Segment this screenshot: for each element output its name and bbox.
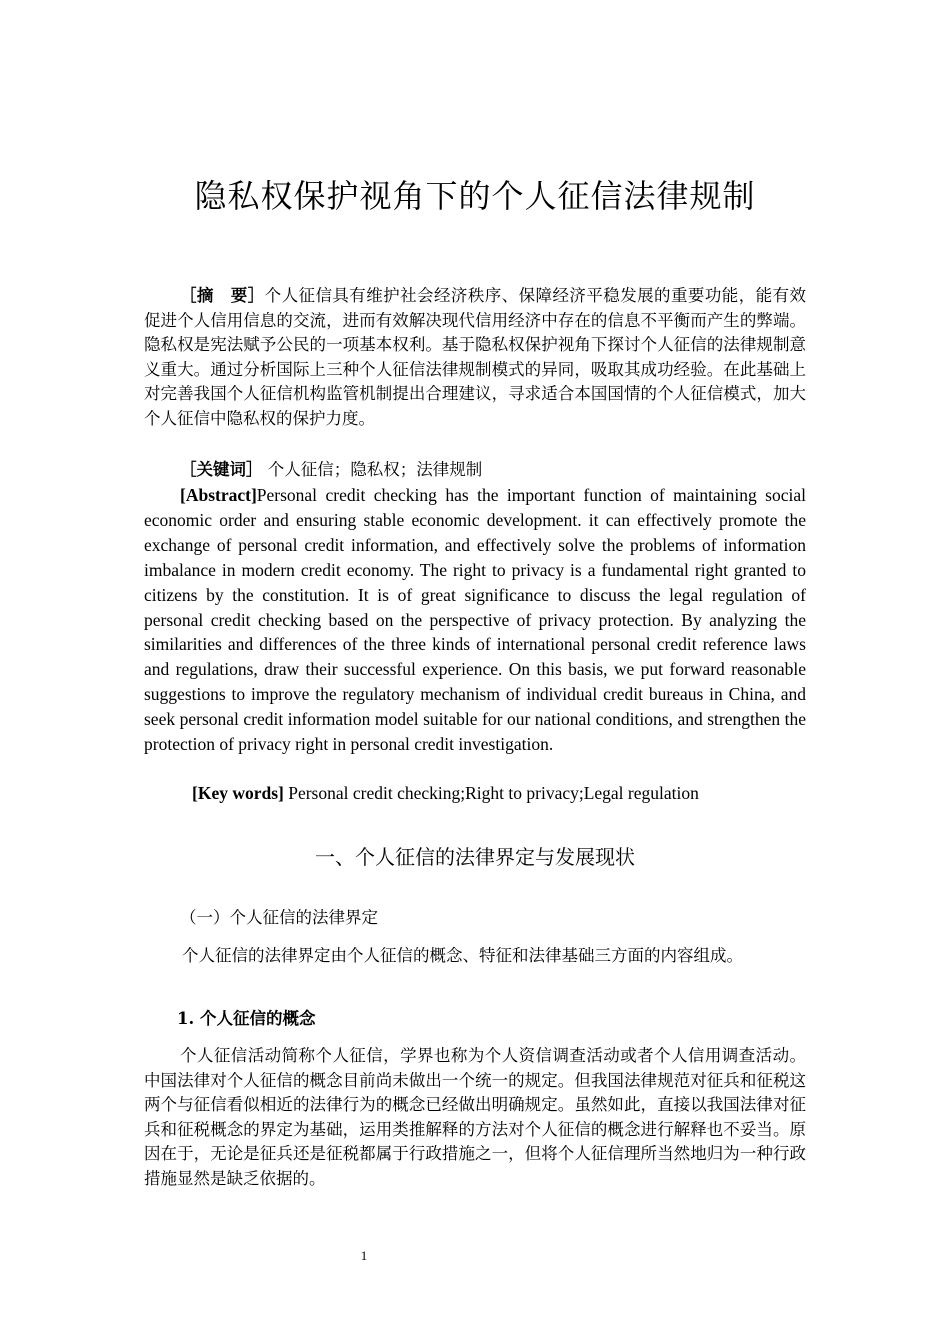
abstract-cn-text: 个人征信具有维护社会经济秩序、保障经济平稳发展的重要功能，能有效促进个人信用信息的交流，进而有效解决现代信用经济中存在的信息不平衡而产生的弊端。隐私权是宪法赋予公民的一项基本权利。基于隐私权保护视角下探讨个人征信的法律规制意义重大。通过分析国际上三种个人征信法律规制模式的异同，吸取其成功经验。在此基础上对完善我国个人征信机构监管机制提出合理建议，寻求适合本国国情的个人征信模式，加大个人征信中隐私权的保护力度。 (144, 286, 807, 428)
abstract-en-label: [Abstract] (180, 485, 257, 505)
abstract-cn (144, 284, 806, 432)
keywords-cn-label: ［关键词］ (180, 460, 263, 479)
keywords-cn-text: 个人征信；隐私权；法律规制 (267, 460, 483, 479)
item-heading-1: 1. 个人征信的概念 (177, 1009, 316, 1028)
subsection-heading-1: （一）个人征信的法律界定 (180, 908, 378, 927)
subsection-intro: 个人征信的法律界定由个人征信的概念、特征和法律基础三方面的内容组成。 (182, 946, 743, 965)
keywords-cn (144, 458, 806, 483)
section-heading-1: 一、个人征信的法律界定与发展现状 (315, 845, 635, 869)
abstract-en (144, 483, 806, 757)
keywords-en-label: [Key words] (192, 783, 284, 803)
keywords-en-text: Personal credit checking;Right to privacy;Legal regulation (288, 783, 699, 803)
paper-title: 隐私权保护视角下的个人征信法律规制 (194, 177, 756, 215)
abstract-cn-label: ［摘 要］ (180, 286, 265, 305)
abstract-en-text: Personal credit checking has the important function of maintaining social economic order and ensuring stable economic development. it can effectively promote the exchange of personal credit information, and effectively solve the problems of information imbalance in modern credit economy. The right to privacy is a fundamental right granted to citizens by the constitution. It is of great significance to discuss the legal regulation of personal credit checking based on the perspective of privacy protection. By analyzing the similarities and differences of the three kinds of international personal credit reference laws and regulations, draw their successful experience. On this basis, we put forward reasonable suggestions to improve the regulatory mechanism of individual credit bureaus in China, and seek personal credit information model suitable for our national conditions, and strengthen the protection of privacy right in personal credit investigation. (144, 485, 806, 755)
keywords-en (144, 781, 806, 806)
item-paragraph-1: 个人征信活动简称个人征信，学界也称为个人资信调查活动或者个人信用调查活动。中国法律对个人征信的概念目前尚未做出一个统一的规定。但我国法律规范对征兵和征税这两个与征信看似相近的法律行为的概念已经做出明确规定。虽然如此，直接以我国法律对征兵和征税概念的界定为基础，运用类推解释的方法对个人征信的概念进行解释也不妥当。原因在于，无论是征兵还是征税都属于行政措施之一，但将个人征信理所当然地归为一种行政措施显然是缺乏依据的。 (144, 1046, 806, 1188)
page-number: 1 (360, 1248, 368, 1263)
